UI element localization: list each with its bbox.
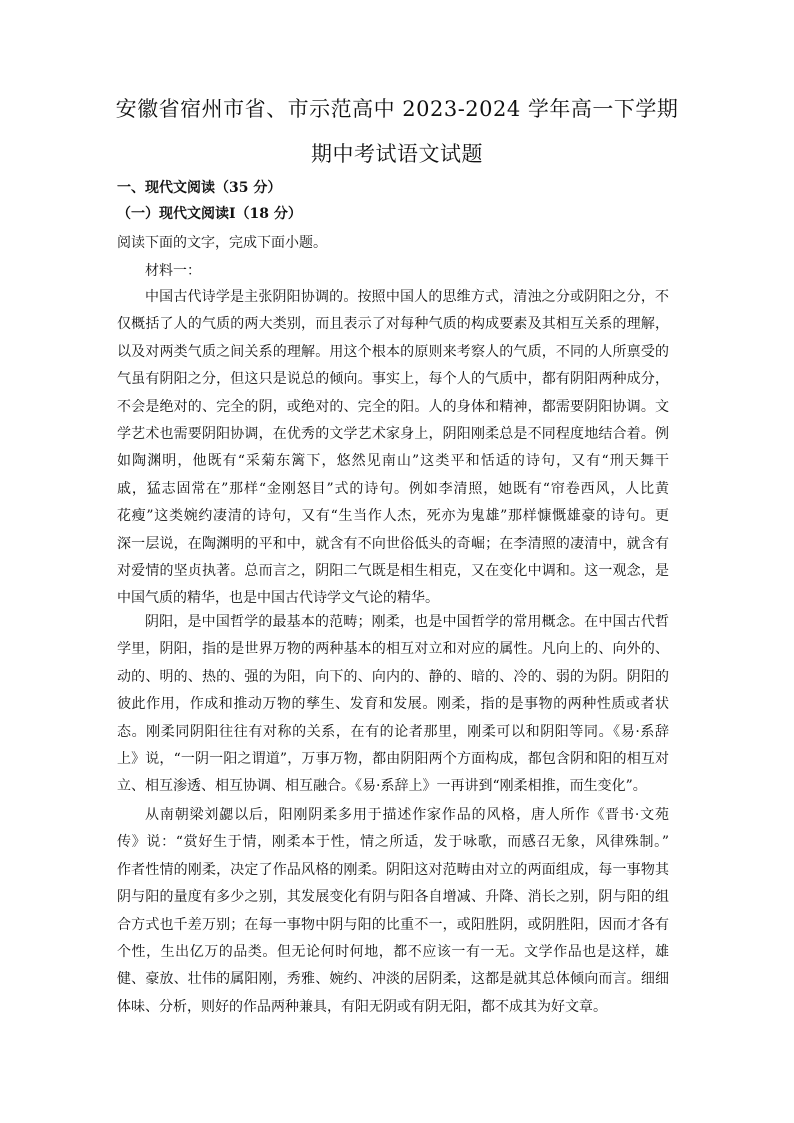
paragraph-line: 仅概括了人的气质的两大类别，而且表示了对每种气质的构成要素及其相互关系的理解，: [117, 316, 669, 333]
paragraph-line: 从南朝梁刘勰以后，阳刚阴柔多用于描述作家作品的风格，唐人所作《晋书·文苑: [145, 807, 669, 823]
paragraph-line: 彼此作用，作成和推动万物的孳生、发育和发展。刚柔，指的是事物的两种性质或者状: [117, 696, 669, 713]
paragraph-line: 如陶渊明，他既有“采菊东篱下，悠然见南山”这类平和恬适的诗句，又有“刑天舞干: [117, 453, 669, 470]
paragraph-line: 体味、分析，则好的作品两种兼具，有阳无阴或有阴无阳，都不成其为好文章。: [117, 998, 607, 1015]
paragraph-line: 戚，猛志固常在”那样“金刚怒目”式的诗句。例如李清照，她既有“帘卷西风，人比黄: [117, 480, 669, 497]
paragraph-line: 健、豪放、壮伟的属阳刚，秀雅、婉约、冲淡的居阴柔，这都是就其总体倾向而言。细细: [117, 971, 669, 988]
paragraph-2: [117, 609, 669, 801]
paragraph-line: 阴阳，是中国哲学的最基本的范畴；刚柔，也是中国哲学的常用概念。在中国古代哲: [145, 614, 669, 630]
paragraph-line: 不会是绝对的、完全的阴，或绝对的、完全的阳。人的身体和精神，都需要阴阳协调。文: [117, 398, 669, 415]
paragraph-line: 学里，阴阳，指的是世界万物的两种基本的相互对立和对应的属性。凡向上的、向外的、: [117, 641, 669, 658]
paragraph-line: 动的、明的、热的、强的为阳，向下的、向内的、静的、暗的、冷的、弱的为阴。阴阳的: [117, 668, 669, 685]
paragraph-3: [117, 802, 669, 1021]
paragraph-line: 立、相互渗透、相互协调、相互融合。《易·系辞上》一再讲到“刚柔相推，而生变化”。: [117, 778, 647, 795]
paragraph-1: [117, 284, 669, 613]
paragraph-line: 花瘦”这类婉约凄清的诗句，又有“生当作人杰，死亦为鬼雄”那样慷慨雄豪的诗句。更: [117, 508, 669, 525]
paragraph-line: 个性，生出亿万的品类。但无论何时何地，都不应该一有一无。文学作品也是这样，雄: [117, 944, 669, 961]
subsection-heading: （一）现代文阅读Ⅰ（18 分）: [117, 206, 302, 222]
paragraph-line: 深一层说，在陶渊明的平和中，就含有不向世俗低头的奇崛；在李清照的凄清中，就含有: [117, 535, 669, 552]
paragraph-line: 传》说：“赏好生于情，刚柔本于性，情之所适，发于咏歌，而感召无象，风律殊制。”: [117, 834, 669, 851]
paragraph-line: 以及对两类气质之间关系的理解。用这个根本的原则来考察人的气质，不同的人所禀受的: [117, 343, 669, 360]
material-label: 材料一：: [145, 263, 201, 279]
paragraph-line: 作者性情的刚柔，决定了作品风格的刚柔。阴阳这对范畴由对立的两面组成，每一事物其: [117, 861, 669, 878]
paragraph-line: 中国古代诗学是主张阴阳协调的。按照中国人的思维方式，清浊之分或阴阳之分，不: [145, 289, 669, 305]
paragraph-line: 阴与阳的量度有多少之别，其发展变化有阴与阳各自增减、升降、消长之别，阴与阳的组: [117, 889, 669, 906]
paragraph-line: 合方式也千差万别；在每一事物中阴与阳的比重不一，或阳胜阴，或阴胜阳，因而才各有: [117, 916, 669, 933]
paragraph-line: 气虽有阴阳之分，但这只是说总的倾向。事实上，每个人的气质中，都有阴阳两种成分，: [117, 371, 669, 388]
exam-title-line-2: 期中考试语文试题: [311, 142, 483, 166]
reading-instruction: 阅读下面的文字，完成下面小题。: [117, 235, 327, 251]
paragraph-line: 上》说，“一阴一阳之谓道”，万事万物，都由阴阳两个方面构成，都包含阴和阳的相互对: [117, 751, 669, 768]
exam-title-line-1: 安徽省宿州市省、市示范高中 2023-2024 学年高一下学期: [115, 97, 679, 121]
paragraph-line: 对爱情的坚贞执著。总而言之，阴阳二气既是相生相克，又在变化中调和。这一观念，是: [117, 563, 669, 580]
section-heading: 一、现代文阅读（35 分）: [117, 180, 282, 196]
paragraph-line: 学艺术也需要阴阳协调，在优秀的文学艺术家身上，阴阳刚柔总是不同程度地结合着。例: [117, 426, 669, 443]
paragraph-line: 中国气质的精华，也是中国古代诗学文气论的精华。: [117, 590, 439, 607]
paragraph-line: 态。刚柔同阴阳往往有对称的关系，在有的论者那里，刚柔可以和阴阳等同。《易·系辞: [117, 723, 669, 740]
